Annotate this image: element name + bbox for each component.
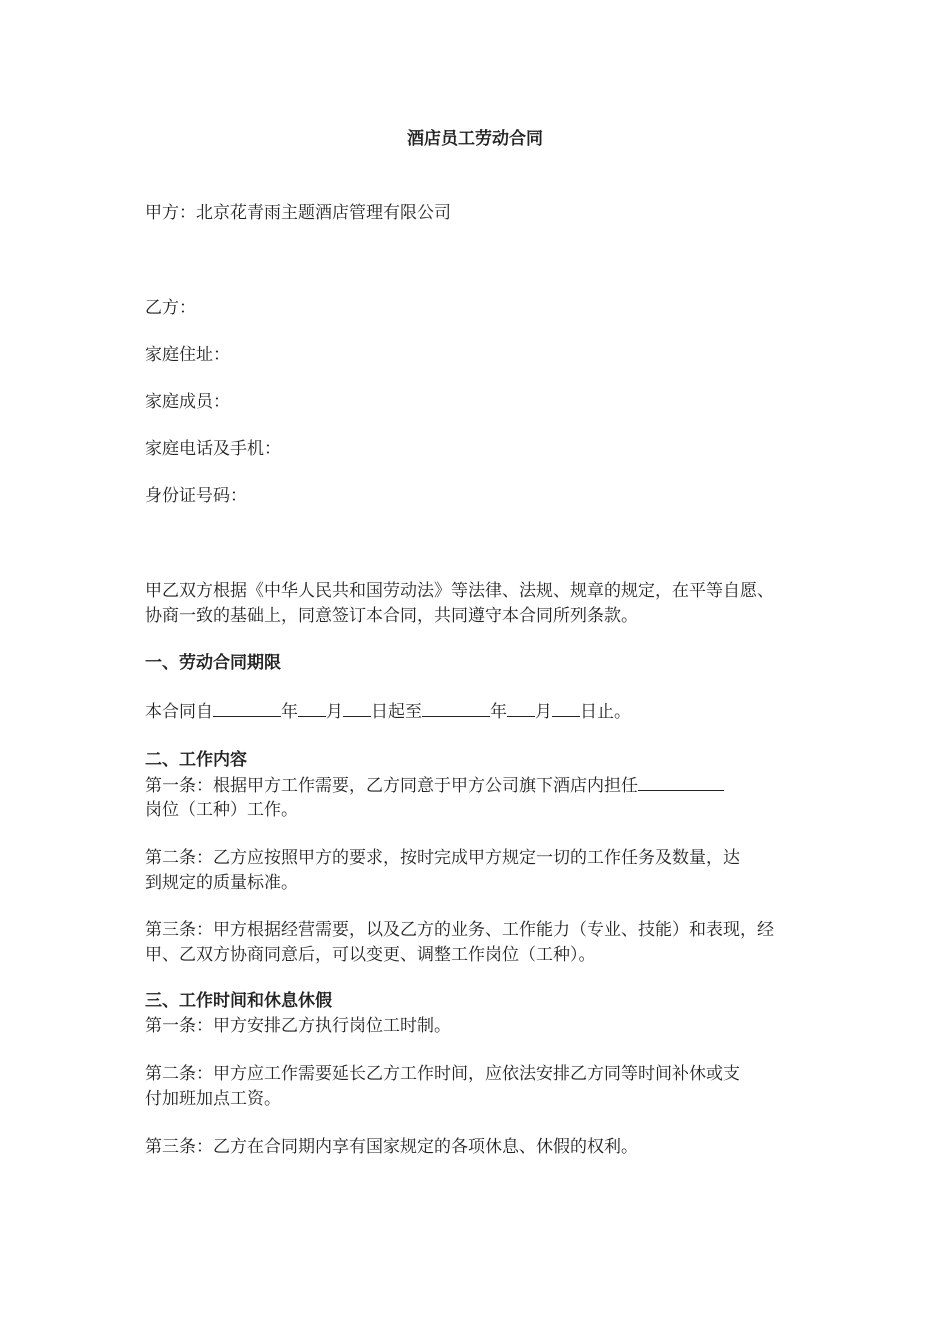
start-day-blank[interactable] xyxy=(343,699,371,717)
family-members-label: 家庭成员： xyxy=(145,392,230,412)
contract-term-line xyxy=(145,699,631,724)
section-3-article-2-line-2: 付加班加点工资。 xyxy=(145,1089,281,1109)
id-number-label: 身份证号码： xyxy=(145,486,247,506)
preamble-line-1: 甲乙双方根据《中华人民共和国劳动法》等法律、法规、规章的规定，在平等自愿、 xyxy=(145,581,774,601)
term-text-from: 本合同自 xyxy=(145,702,213,722)
section-2-heading: 二、工作内容 xyxy=(145,750,247,770)
party-a: 甲方：北京花青雨主题酒店管理有限公司 xyxy=(145,203,451,223)
term-text-month-2: 月 xyxy=(535,702,552,722)
section-3-article-1: 第一条：甲方安排乙方执行岗位工时制。 xyxy=(145,1016,451,1036)
home-address-label: 家庭住址： xyxy=(145,345,230,365)
term-text-end: 日止。 xyxy=(580,702,631,722)
section-2-article-1-line-2: 岗位（工种）工作。 xyxy=(145,800,298,820)
end-month-blank[interactable] xyxy=(507,699,535,717)
section-2-article-2-line-2: 到规定的质量标准。 xyxy=(145,873,298,893)
end-day-blank[interactable] xyxy=(552,699,580,717)
start-year-blank[interactable] xyxy=(213,699,281,717)
section-1-heading: 一、劳动合同期限 xyxy=(145,653,281,673)
section-2-article-1-line-1 xyxy=(145,773,724,798)
end-year-blank[interactable] xyxy=(422,699,490,717)
section-3-article-3: 第三条：乙方在合同期内享有国家规定的各项休息、休假的权利。 xyxy=(145,1137,638,1157)
term-text-year-2: 年 xyxy=(490,702,507,722)
term-text-year: 年 xyxy=(281,702,298,722)
term-text-day-to: 日起至 xyxy=(371,702,422,722)
section-2-article-3-line-2: 甲、乙双方协商同意后，可以变更、调整工作岗位（工种）。 xyxy=(145,945,596,965)
section-3-article-2-line-1: 第二条：甲方应工作需要延长乙方工作时间，应依法安排乙方同等时间补休或支 xyxy=(145,1064,740,1084)
preamble-line-2: 协商一致的基础上，同意签订本合同，共同遵守本合同所列条款。 xyxy=(145,606,638,626)
party-b-label: 乙方： xyxy=(145,298,196,318)
article-1-text: 第一条：根据甲方工作需要，乙方同意于甲方公司旗下酒店内担任 xyxy=(145,776,638,796)
section-2-article-2-line-1: 第二条：乙方应按照甲方的要求，按时完成甲方规定一切的工作任务及数量，达 xyxy=(145,848,740,868)
phone-label: 家庭电话及手机： xyxy=(145,439,281,459)
section-3-heading: 三、工作时间和休息休假 xyxy=(145,991,332,1011)
term-text-month: 月 xyxy=(326,702,343,722)
document-title: 酒店员工劳动合同 xyxy=(407,129,543,149)
start-month-blank[interactable] xyxy=(298,699,326,717)
section-2-article-3-line-1: 第三条：甲方根据经营需要，以及乙方的业务、工作能力（专业、技能）和表现，经 xyxy=(145,920,774,940)
position-blank[interactable] xyxy=(638,773,724,791)
